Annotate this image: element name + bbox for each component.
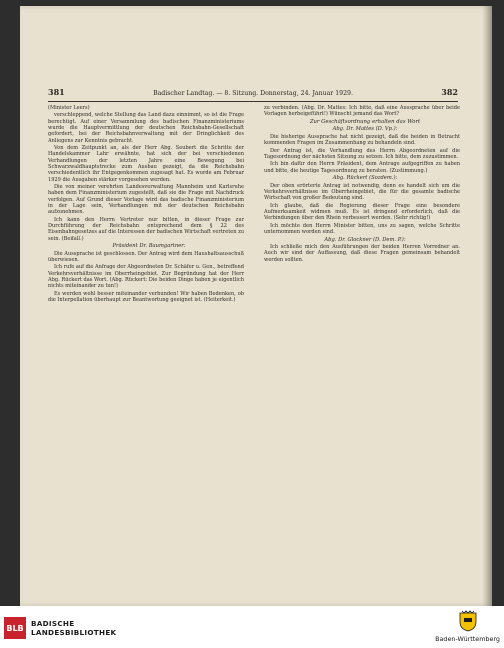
speaker-heading: Präsident Dr. Baumgartner: xyxy=(112,243,186,250)
paragraph: Ich kann den Herrn Vertreter nur bitten, in dieser Frage zur Durchführung der Reichsbahn entsprechend dem § 22 des Eisenbahngesetzes auf die Interessen der badischen Wirtschaft vertreten zu sein. (Beifall.) xyxy=(48,216,244,242)
paragraph: Der Antrag ist, die Verhandlung des Herrn Abgeordneten auf die Tagesordnung der nächsten Sitzung zu setzen. Ich bitte, dem zuzustimmen. xyxy=(264,147,460,160)
section-heading: Zur Geschäftsordnung erhalten das Wort xyxy=(309,118,421,125)
header-rule xyxy=(48,101,458,102)
paragraph: verschleppend, welche Stellung das Land dazu einnimmt, so ist die Frage berechtigt. Auf einer Versammlung des badischen Finanzministeriums wurde die Hauptvermittlung der deutschen Reichsbahn-Gesellschaft gefordert, bei der Reichsbahnverwaltung mit der Dringlichkeit des Anliegens zur Kenntnis gebracht. xyxy=(48,112,244,144)
coat-of-arms-icon xyxy=(458,610,478,632)
paragraph: zu verbinden. (Abg. Dr. Mattes: Ich bitte, daß eine Aussprache über beide Vorlagen herbeigeführt!) Wünscht jemand das Wort? xyxy=(264,105,460,118)
page-number-right: 382 xyxy=(441,87,458,97)
paragraph: Ich glaube, daß die Regierung dieser Frage eine besondere Aufmerksamkeit widmen muß. Es ist dringend erforderlich, daß die Verbindungen über den Rhein verbessert werden. (Sehr richtig!) xyxy=(264,202,460,222)
paragraph: Ich schließe mich den Ausführungen der beiden Herren Vorredner an. Auch wir sind der Auffassung, daß diese Fragen gemeinsam behandelt werden sollten. xyxy=(264,244,460,263)
library-name[interactable] xyxy=(31,619,116,637)
paragraph: Der oben erörterte Antrag ist notwendig, denn es handelt sich um die Verkehrsverhältnisse im Oberrheingebiet, die für die gesamte badische Wirtschaft von großer Bedeutung sind. xyxy=(264,182,460,202)
paragraph: Ich bin dafür den Herrn Präsident, dem Antrage aufgegriffen zu haben und bitte, die heutige Tagesordnung zu beraten. (Zustimmung.) xyxy=(264,161,460,174)
right-column xyxy=(264,105,460,264)
speaker-heading: Abg. Dr. Mattes (D. Vp.): xyxy=(332,126,398,133)
footer-bar xyxy=(0,606,504,648)
library-name-line2: LANDESBIBLIOTHEK xyxy=(31,628,117,637)
left-column xyxy=(48,105,244,305)
page-number-left: 381 xyxy=(48,87,65,97)
state-label[interactable]: Baden-Württemberg xyxy=(435,635,500,643)
paragraph: Von dem Zeitpunkt an, als der Herr Abg. Seubert die Schritte der Handelskammer Lahr erwähnte, hat sich der bei verschiedenen Verhandlungen der letzten Jahre eine Bewegung bei Schwarzwaldhauptstrecke zum Ausbau gezeigt, da die Reichsbahn verschiedentlich ihr Entgegenkommen zugesagt hat. Es wurde am Februar 1929 die Ausgaben stärker vorgesehen werden. xyxy=(48,145,244,183)
speaker-note: (Minister Leers) xyxy=(48,105,90,111)
speaker-heading: Abg. Dr. Glockner (D. Dem. P.): xyxy=(324,236,406,243)
blb-logo[interactable]: BLB xyxy=(4,617,26,639)
speaker-heading: Abg. Rückert (Sozdem.): xyxy=(332,175,398,182)
paragraph: Die von meiner verehrten Landesverwaltung Mannheim und Karlsruhe haben dem Finanzministerium zugestellt, daß sie die Frage mit Nachdruck verfolgen. Auf Grund dieser Vorlage wird das badische Finanzministerium in der Lage sein, Verhandlungen mit der deutschen Reichsbahn aufzunehmen. xyxy=(48,184,244,216)
paragraph: Ich rufe auf die Anfrage der Abgeordneten Dr. Schäfer u. Gen., betreffend Verkehrsverhältnisse im Oberrheingebiet. Zur Begründung hat der Herr Abg. Rückert das Wort. (Abg. Rückert: Die beiden Dinge haben je eigentlich nichts miteinander zu tun!) xyxy=(48,264,244,290)
page-header xyxy=(48,87,458,99)
running-title: Badischer Landtag. — 8. Sitzung. Donnerstag, 24. Januar 1929. xyxy=(153,90,353,97)
paragraph: Es werden wohl besser miteinander verbunden! Wir haben Bedenken, ob die Interpellation überhaupt zur Beantwortung geeignet ist. (Heiterkeit.) xyxy=(48,290,244,304)
paragraph: Die bisherige Aussprache hat nicht gezeigt, daß die beiden in Betracht kommenden Fragen im Zusammenhang zu behandeln sind. xyxy=(264,133,460,147)
paragraph: Ich möchte den Herrn Minister bitten, uns zu sagen, welche Schritte unternommen worden sind. xyxy=(264,222,460,236)
library-name-line1: BADISCHE xyxy=(31,619,75,628)
paragraph: Die Aussprache ist geschlossen. Der Antrag wird dem Haushaltsausschuß überwiesen. xyxy=(48,250,244,263)
scanned-page xyxy=(20,6,492,606)
